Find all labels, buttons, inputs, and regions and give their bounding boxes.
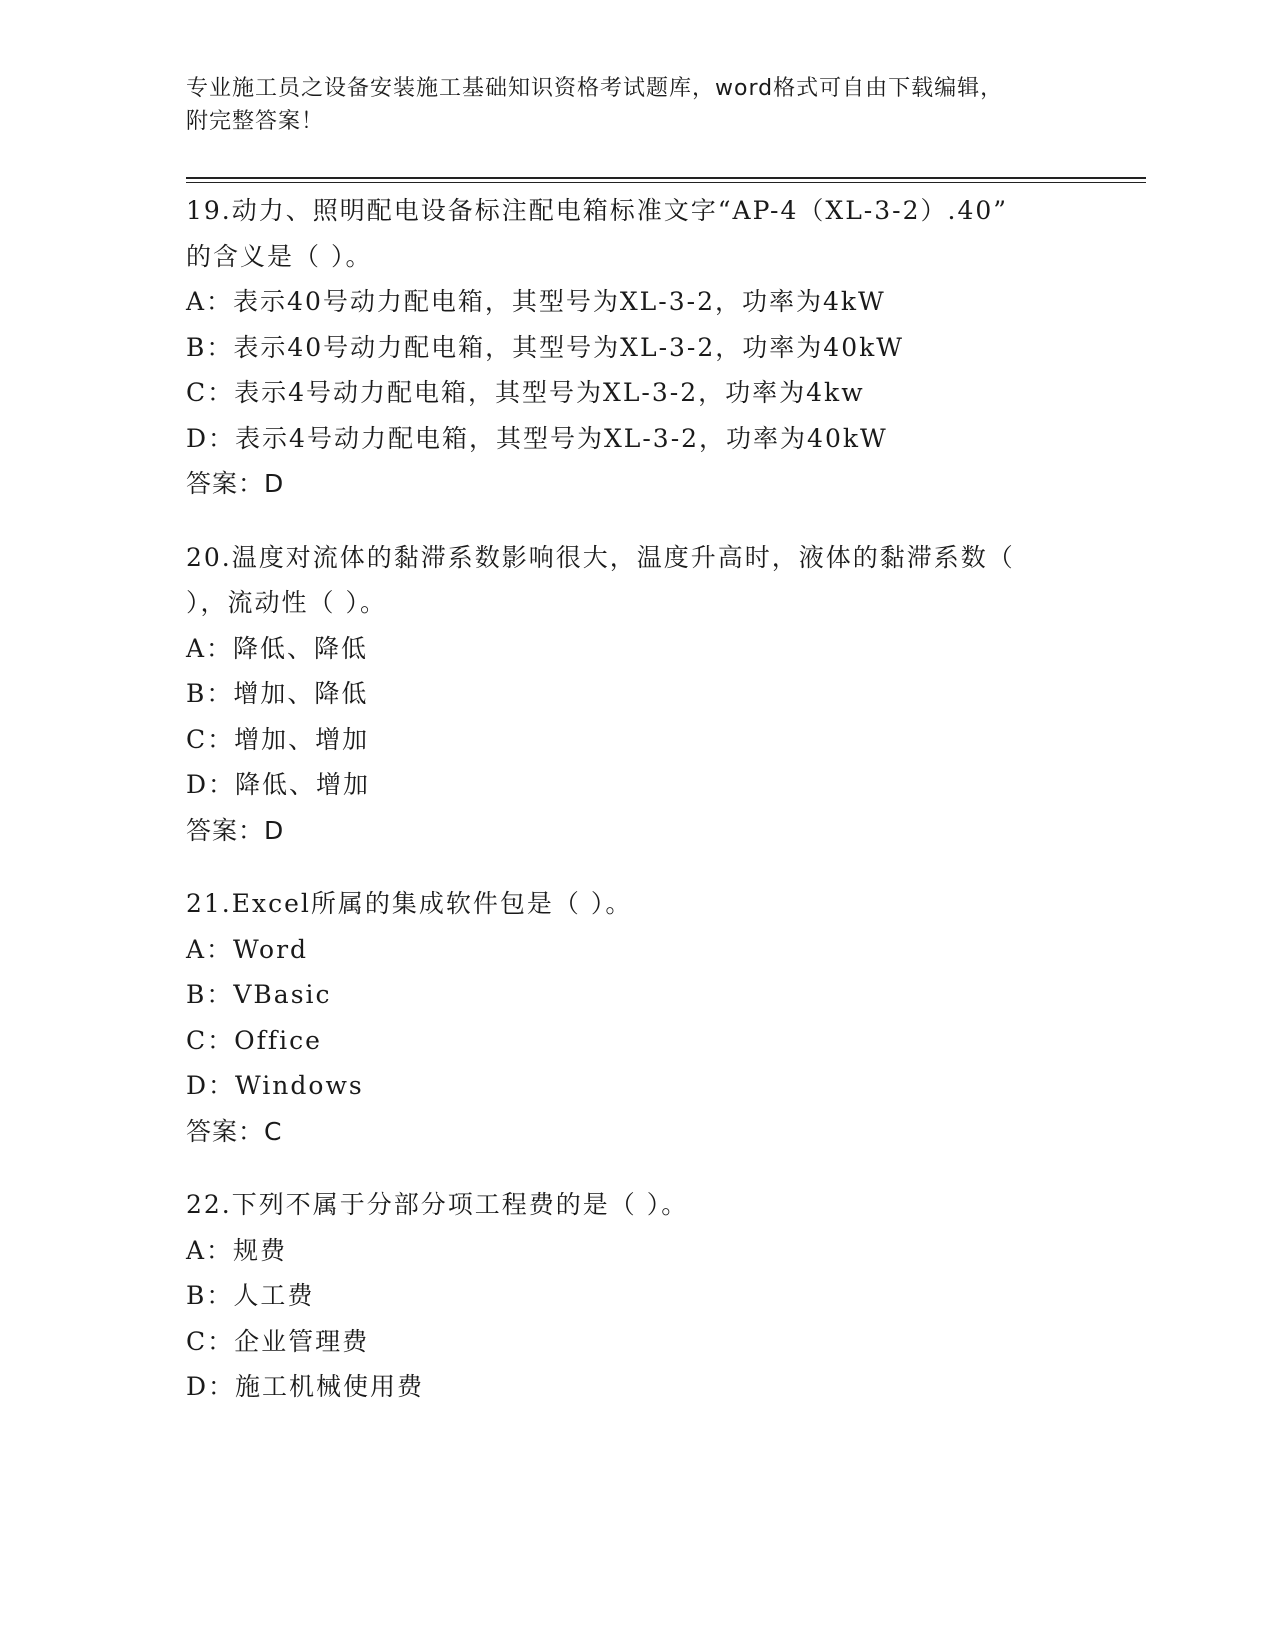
question-stem: ），流动性（ ）。 xyxy=(186,588,387,617)
question-stem: 19.动力、照明配电设备标注配电箱标准文字“AP-4（XL-3-2）.40” xyxy=(186,196,1009,225)
header-divider-thin xyxy=(186,182,1146,183)
option-b: B：人工费 xyxy=(186,1281,315,1310)
question-stem: 20.温度对流体的黏滞系数影响很大，温度升高时，液体的黏滞系数（ xyxy=(186,542,1015,572)
option-a: A：降低、降低 xyxy=(186,633,369,663)
answer: 答案：D xyxy=(186,469,285,498)
option-a: A：规费 xyxy=(186,1235,288,1265)
header-line-2: 附完整答案！ xyxy=(186,109,325,134)
option-d: D：降低、增加 xyxy=(186,770,371,799)
option-d: D：Windows xyxy=(186,1071,364,1100)
option-c: C：表示4号动力配电箱，其型号为XL-3-2，功率为4kw xyxy=(186,378,865,407)
option-c: C：增加、增加 xyxy=(186,724,370,754)
option-b: B：表示40号动力配电箱，其型号为XL-3-2，功率为40kW xyxy=(186,332,904,362)
option-b: B：VBasic xyxy=(186,980,332,1009)
option-a: A：Word xyxy=(186,934,309,964)
option-c: C：Office xyxy=(186,1025,322,1055)
option-a: A：表示40号动力配电箱，其型号为XL-3-2，功率为4kW xyxy=(186,287,886,316)
option-d: D：施工机械使用费 xyxy=(186,1372,425,1401)
header-line-1: 专业施工员之设备安装施工基础知识资格考试题库，word格式可自由下载编辑， xyxy=(186,76,1004,101)
document-header xyxy=(186,72,1086,138)
header-divider-thick xyxy=(186,177,1146,179)
question-stem: 22.下列不属于分部分项工程费的是（ ）。 xyxy=(186,1190,689,1219)
question-19 xyxy=(186,188,1086,507)
answer: 答案：D xyxy=(186,815,285,845)
question-stem: 的含义是（ ）。 xyxy=(186,241,373,271)
question-22 xyxy=(186,1182,1086,1410)
question-stem: 21.Excel所属的集成软件包是（ ）。 xyxy=(186,889,633,918)
option-b: B：增加、降低 xyxy=(186,679,369,708)
option-d: D：表示4号动力配电箱，其型号为XL-3-2，功率为40kW xyxy=(186,423,888,453)
option-c: C：企业管理费 xyxy=(186,1326,370,1356)
question-list xyxy=(186,188,1086,1438)
question-21 xyxy=(186,881,1086,1154)
answer: 答案：C xyxy=(186,1116,283,1146)
question-20 xyxy=(186,535,1086,854)
